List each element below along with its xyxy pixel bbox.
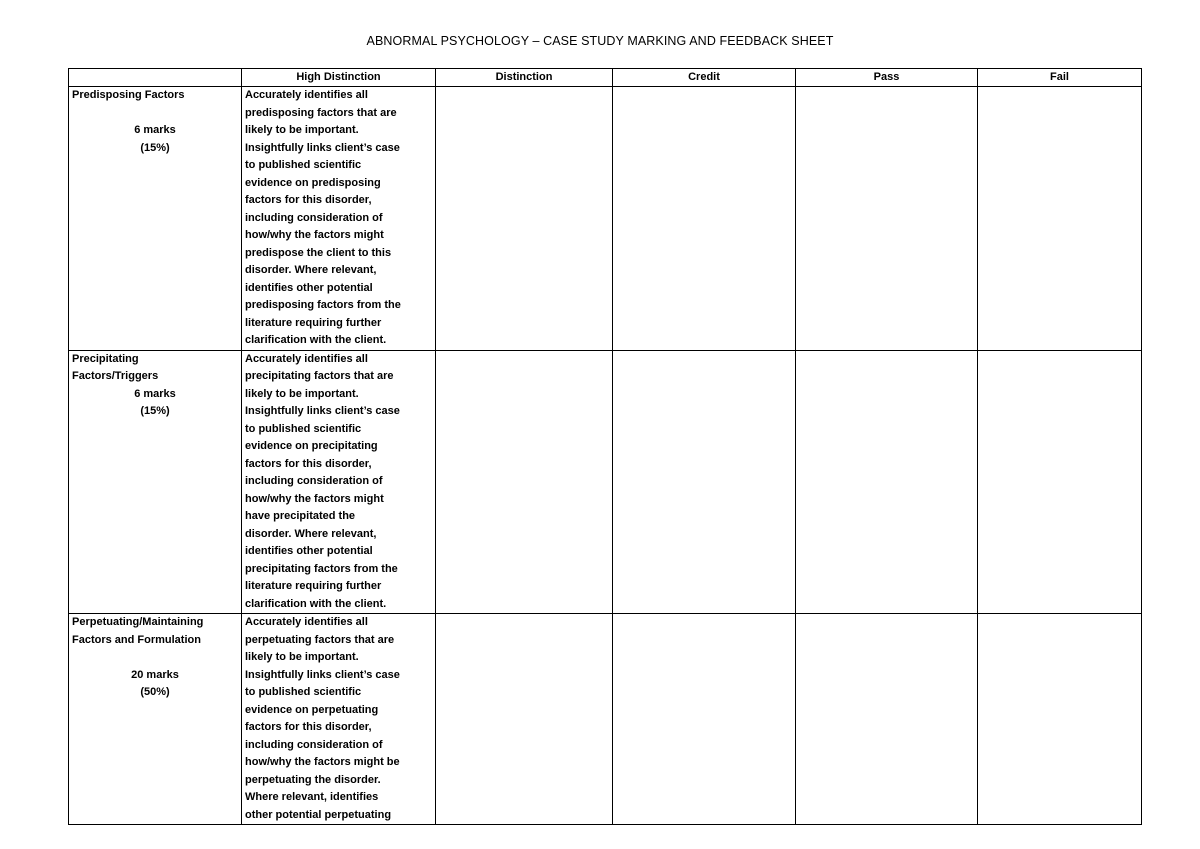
fail-cell [978, 614, 1142, 825]
pass-cell [796, 614, 978, 825]
criterion-marks: 6 marks [134, 124, 176, 136]
table-row [69, 87, 1142, 351]
criterion-percent: (15%) [140, 405, 170, 417]
high-distinction-cell: Accurately identifies all perpetuating factors that are likely to be important. Insightfully links client’s case to published scientific evidence on perpetuating factors for this disorder, including consideration of how/why the factors might be perpetuating the disorder. Where relevant, identifies other potential perpetuating [242, 614, 436, 825]
table-row [69, 614, 1142, 825]
high-distinction-cell: Accurately identifies all predisposing factors that are likely to be important. Insightfully links client’s case to published scientific evidence on predisposing factors for this disorder, including consideration of how/why the factors might predispose the client to this disorder. Where relevant, identifies other potential predisposing factors from the literature requiring further clarification with the client. [242, 87, 436, 351]
criterion-name: Perpetuating/Maintaining [72, 616, 204, 628]
fail-cell [978, 350, 1142, 614]
criterion-percent: (15%) [140, 141, 170, 154]
header-fail: Fail [978, 69, 1142, 87]
distinction-cell [436, 87, 613, 351]
high-distinction-cell: Accurately identifies all precipitating factors that are likely to be important. Insightfully links client’s case to published scientific evidence on precipitating factors for this disorder, including consideration of how/why the factors might have precipitated the disorder. Where relevant, identifies other potential precipitating factors from the literature requiring further clarification with the client. [242, 350, 436, 614]
criterion-cell [69, 350, 242, 614]
pass-cell [796, 87, 978, 351]
criterion-cell [69, 87, 242, 351]
header-distinction: Distinction [436, 69, 613, 87]
header-pass: Pass [796, 69, 978, 87]
criterion-name-line-2: Factors and Formulation [72, 633, 201, 646]
criterion-marks: 6 marks [134, 387, 176, 400]
page-title: ABNORMAL PSYCHOLOGY – CASE STUDY MARKING AND FEEDBACK SHEET [366, 34, 834, 48]
criterion-name: Precipitating [72, 352, 139, 365]
header-credit: Credit [613, 69, 796, 87]
table-row [69, 350, 1142, 614]
header-criterion [69, 69, 242, 87]
pass-cell [796, 350, 978, 614]
criterion-name-line-2: Factors/Triggers [72, 370, 159, 382]
distinction-cell [436, 350, 613, 614]
criterion-name: Predisposing Factors [72, 89, 185, 101]
header-high-distinction: High Distinction [242, 69, 436, 87]
distinction-cell [436, 614, 613, 825]
fail-cell [978, 87, 1142, 351]
criterion-percent: (50%) [140, 686, 170, 698]
marking-rubric-table [68, 68, 1142, 825]
credit-cell [613, 350, 796, 614]
criterion-cell [69, 614, 242, 825]
criterion-marks: 20 marks [131, 668, 179, 681]
credit-cell [613, 614, 796, 825]
credit-cell [613, 87, 796, 351]
header-row [69, 69, 1142, 87]
